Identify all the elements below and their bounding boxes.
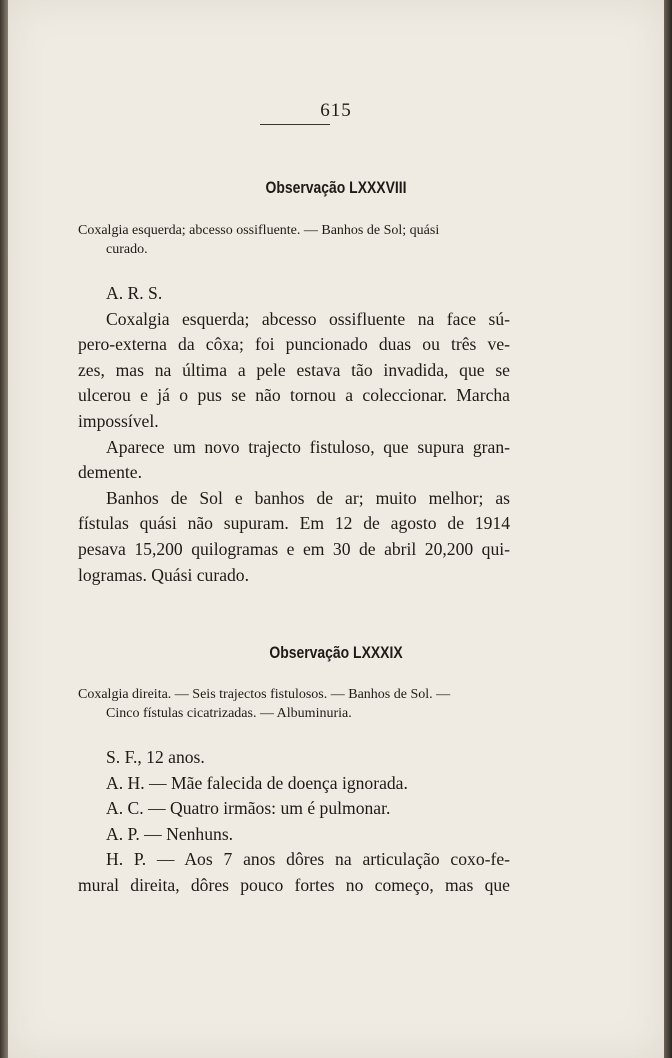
page-number-rule xyxy=(260,124,330,125)
page-number: 615 xyxy=(320,100,352,121)
body-line: Coxalgia esquerda; abcesso ossifluente na face sú- xyxy=(106,308,510,329)
observation-89-summary xyxy=(78,685,510,723)
book-page xyxy=(8,0,664,1058)
body-line: A. P. — Nenhuns. xyxy=(106,823,234,844)
observation-88-summary xyxy=(78,221,510,259)
body-line: mural direita, dôres pouco fortes no começo, mas que xyxy=(78,874,510,895)
body-line: A. H. — Mãe falecida de doença ignorada. xyxy=(106,772,408,793)
summary-line: curado. xyxy=(106,242,148,257)
body-line: Aparece um novo trajecto fistuloso, que supura gran- xyxy=(106,436,510,457)
summary-line: Coxalgia esquerda; abcesso ossifluente. — Banhos de Sol; quási xyxy=(78,223,440,238)
observation-89-body xyxy=(78,745,510,899)
body-line: ulcerou e já o pus se não tornou a coleccionar. Marcha xyxy=(78,385,510,406)
body-line: Banhos de Sol e banhos de ar; muito melhor; as xyxy=(106,487,510,508)
body-line: zes, mas na última a pele estava tão invadida, que se xyxy=(78,359,510,380)
body-line: S. F., 12 anos. xyxy=(106,747,205,767)
body-line: logramas. Quási curado. xyxy=(78,564,249,585)
body-line: pesava 15,200 quilogramas e em 30 de abril 20,200 qui- xyxy=(78,538,510,559)
body-line: pero-externa da côxa; foi puncionado duas ou três ve- xyxy=(78,334,510,355)
body-line: A. C. — Quatro irmãos: um é pulmonar. xyxy=(106,798,391,819)
summary-line: Cinco fístulas cicatrizadas. — Albuminuria. xyxy=(106,706,352,721)
body-line: A. R. S. xyxy=(106,283,163,303)
observation-88-body xyxy=(78,281,510,588)
book-gutter xyxy=(0,0,8,1058)
body-line: demente. xyxy=(78,462,142,483)
summary-line: Coxalgia direita. — Seis trajectos fistulosos. — Banhos de Sol. — xyxy=(78,687,451,702)
body-line: impossível. xyxy=(78,410,159,431)
body-line: H. P. — Aos 7 anos dôres na articulação coxo-fe- xyxy=(106,849,510,870)
observation-88-title: Observação LXXXVIII xyxy=(265,178,407,197)
book-edge xyxy=(664,0,672,1058)
observation-89-title: Observação LXXXIX xyxy=(269,643,403,662)
body-line: fístulas quási não supuram. Em 12 de agosto de 1914 xyxy=(78,513,510,534)
